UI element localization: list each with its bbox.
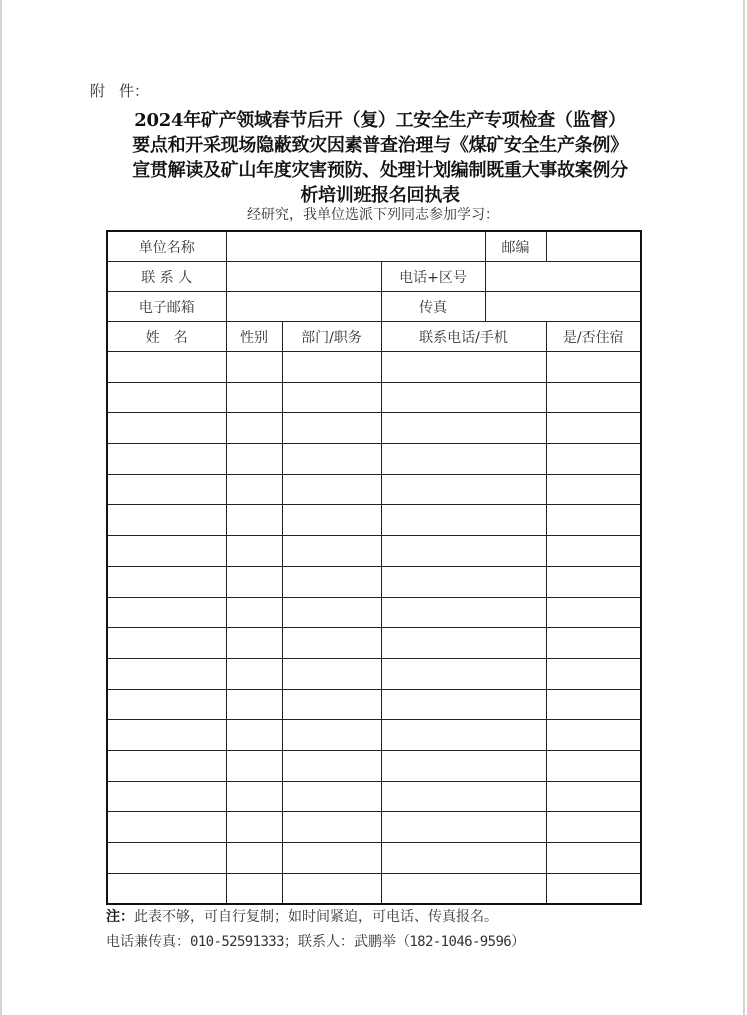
lodging-cell[interactable] <box>546 689 641 720</box>
lodging-cell[interactable] <box>546 873 641 904</box>
attendee-row <box>107 413 641 444</box>
attendee-row <box>107 382 641 413</box>
postcode-field[interactable] <box>546 231 641 262</box>
name-cell[interactable] <box>107 505 226 536</box>
name-cell[interactable] <box>107 843 226 874</box>
gender-cell[interactable] <box>226 505 282 536</box>
phone-area-label: 电话+区号 <box>381 262 485 292</box>
dept-cell[interactable] <box>282 413 381 444</box>
dept-cell[interactable] <box>282 781 381 812</box>
gender-cell[interactable] <box>226 536 282 567</box>
attendee-row <box>107 352 641 383</box>
phone-cell[interactable] <box>381 474 546 505</box>
attendee-row <box>107 843 641 874</box>
dept-cell[interactable] <box>282 873 381 904</box>
attendee-row <box>107 536 641 567</box>
attendee-row <box>107 720 641 751</box>
phone-cell[interactable] <box>381 505 546 536</box>
lodging-cell[interactable] <box>546 628 641 659</box>
dept-cell[interactable] <box>282 843 381 874</box>
lodging-cell[interactable] <box>546 536 641 567</box>
name-cell[interactable] <box>107 628 226 659</box>
phone-cell[interactable] <box>381 536 546 567</box>
dept-cell[interactable] <box>282 658 381 689</box>
attendee-row <box>107 689 641 720</box>
unit-name-label: 单位名称 <box>107 231 226 262</box>
note-body: 此表不够，可自行复制；如时间紧迫，可电话、传真报名。 <box>134 909 498 925</box>
phone-cell[interactable] <box>381 566 546 597</box>
intro-text: 经研究，我单位选派下列同志参加学习： <box>247 207 499 223</box>
phone-cell[interactable] <box>381 843 546 874</box>
attendee-row <box>107 444 641 475</box>
contact-name: 武鹏举 <box>353 934 396 950</box>
note-text <box>106 906 498 926</box>
document-title <box>80 108 680 208</box>
gender-cell[interactable] <box>226 566 282 597</box>
note-prefix: 注： <box>106 909 134 925</box>
column-header-row <box>107 322 641 352</box>
phone-cell[interactable] <box>381 658 546 689</box>
contact-row <box>107 262 641 292</box>
attendee-row <box>107 597 641 628</box>
page-edge-right <box>743 0 745 1015</box>
lodging-cell[interactable] <box>546 352 641 383</box>
lodging-cell[interactable] <box>546 444 641 475</box>
name-cell[interactable] <box>107 720 226 751</box>
title-line: 2024年矿产领域春节后开（复）工安全生产专项检查（监督） <box>134 110 626 131</box>
contact-mobile: （182-1046-9596） <box>395 934 525 950</box>
name-cell[interactable] <box>107 750 226 781</box>
gender-cell[interactable] <box>226 689 282 720</box>
lodging-cell[interactable] <box>546 505 641 536</box>
registration-form-table <box>106 230 642 905</box>
email-field[interactable] <box>226 292 381 322</box>
attendee-row <box>107 566 641 597</box>
lodging-cell[interactable] <box>546 750 641 781</box>
lodging-cell[interactable] <box>546 597 641 628</box>
unit-row <box>107 231 641 262</box>
name-cell[interactable] <box>107 474 226 505</box>
gender-cell[interactable] <box>226 352 282 383</box>
fax-field[interactable] <box>485 292 641 322</box>
phone-cell[interactable] <box>381 812 546 843</box>
phone-cell[interactable] <box>381 444 546 475</box>
phone-cell[interactable] <box>381 597 546 628</box>
col-header-phone: 联系电话/手机 <box>381 322 546 352</box>
fax-label: 传真 <box>381 292 485 322</box>
gender-cell[interactable] <box>226 474 282 505</box>
dept-cell[interactable] <box>282 720 381 751</box>
title-line: 析培训班报名回执表 <box>300 185 460 206</box>
lodging-cell[interactable] <box>546 474 641 505</box>
dept-cell[interactable] <box>282 566 381 597</box>
col-header-lodging: 是/否住宿 <box>546 322 641 352</box>
contact-label: 电话兼传真： <box>106 934 190 950</box>
col-header-name: 姓 名 <box>107 322 226 352</box>
page-edge-left <box>0 0 2 1015</box>
lodging-cell[interactable] <box>546 720 641 751</box>
contact-sep: ；联系人： <box>283 934 354 950</box>
name-cell[interactable] <box>107 413 226 444</box>
gender-cell[interactable] <box>226 750 282 781</box>
gender-cell[interactable] <box>226 382 282 413</box>
attendee-row <box>107 505 641 536</box>
phone-area-field[interactable] <box>485 262 641 292</box>
dept-cell[interactable] <box>282 505 381 536</box>
gender-cell[interactable] <box>226 628 282 659</box>
dept-cell[interactable] <box>282 382 381 413</box>
phone-cell[interactable] <box>381 413 546 444</box>
phone-cell[interactable] <box>381 689 546 720</box>
attendee-row <box>107 873 641 904</box>
phone-cell[interactable] <box>381 382 546 413</box>
contact-person-label: 联 系 人 <box>107 262 226 292</box>
contact-person-field[interactable] <box>226 262 381 292</box>
name-cell[interactable] <box>107 597 226 628</box>
gender-cell[interactable] <box>226 873 282 904</box>
lodging-cell[interactable] <box>546 382 641 413</box>
col-header-gender: 性别 <box>226 322 282 352</box>
phone-cell[interactable] <box>381 873 546 904</box>
dept-cell[interactable] <box>282 689 381 720</box>
attendee-row <box>107 474 641 505</box>
attendee-row <box>107 658 641 689</box>
phone-cell[interactable] <box>381 352 546 383</box>
col-header-dept: 部门/职务 <box>282 322 381 352</box>
name-cell[interactable] <box>107 873 226 904</box>
dept-cell[interactable] <box>282 536 381 567</box>
gender-cell[interactable] <box>226 658 282 689</box>
gender-cell[interactable] <box>226 781 282 812</box>
title-line: 要点和开采现场隐蔽致灾因素普查治理与《煤矿安全生产条例》 <box>132 135 628 156</box>
contact-phone: 010-52591333 <box>190 934 284 950</box>
name-cell[interactable] <box>107 536 226 567</box>
phone-cell[interactable] <box>381 750 546 781</box>
gender-cell[interactable] <box>226 413 282 444</box>
attachment-label-b: 件： <box>119 82 150 100</box>
email-row <box>107 292 641 322</box>
gender-cell[interactable] <box>226 597 282 628</box>
attachment-label <box>90 80 149 101</box>
dept-cell[interactable] <box>282 352 381 383</box>
attendee-row <box>107 750 641 781</box>
unit-name-field[interactable] <box>226 231 485 262</box>
email-label: 电子邮箱 <box>107 292 226 322</box>
lodging-cell[interactable] <box>546 566 641 597</box>
phone-cell[interactable] <box>381 628 546 659</box>
dept-cell[interactable] <box>282 812 381 843</box>
attendee-rows <box>107 352 641 905</box>
lodging-cell[interactable] <box>546 413 641 444</box>
gender-cell[interactable] <box>226 812 282 843</box>
attendee-row <box>107 781 641 812</box>
lodging-cell[interactable] <box>546 658 641 689</box>
name-cell[interactable] <box>107 352 226 383</box>
attachment-label-a: 附 <box>90 82 106 100</box>
gender-cell[interactable] <box>226 444 282 475</box>
attendee-row <box>107 628 641 659</box>
gender-cell[interactable] <box>226 720 282 751</box>
dept-cell[interactable] <box>282 750 381 781</box>
dept-cell[interactable] <box>282 444 381 475</box>
lodging-cell[interactable] <box>546 843 641 874</box>
name-cell[interactable] <box>107 689 226 720</box>
postcode-label: 邮编 <box>485 231 546 262</box>
name-cell[interactable] <box>107 382 226 413</box>
title-line: 宣贯解读及矿山年度灾害预防、处理计划编制既重大事故案例分 <box>132 160 628 181</box>
lodging-cell[interactable] <box>546 781 641 812</box>
dept-cell[interactable] <box>282 474 381 505</box>
phone-cell[interactable] <box>381 781 546 812</box>
name-cell[interactable] <box>107 444 226 475</box>
name-cell[interactable] <box>107 566 226 597</box>
gender-cell[interactable] <box>226 843 282 874</box>
name-cell[interactable] <box>107 781 226 812</box>
phone-cell[interactable] <box>381 720 546 751</box>
dept-cell[interactable] <box>282 597 381 628</box>
dept-cell[interactable] <box>282 628 381 659</box>
name-cell[interactable] <box>107 658 226 689</box>
name-cell[interactable] <box>107 812 226 843</box>
contact-line <box>106 931 525 951</box>
lodging-cell[interactable] <box>546 812 641 843</box>
attendee-row <box>107 812 641 843</box>
